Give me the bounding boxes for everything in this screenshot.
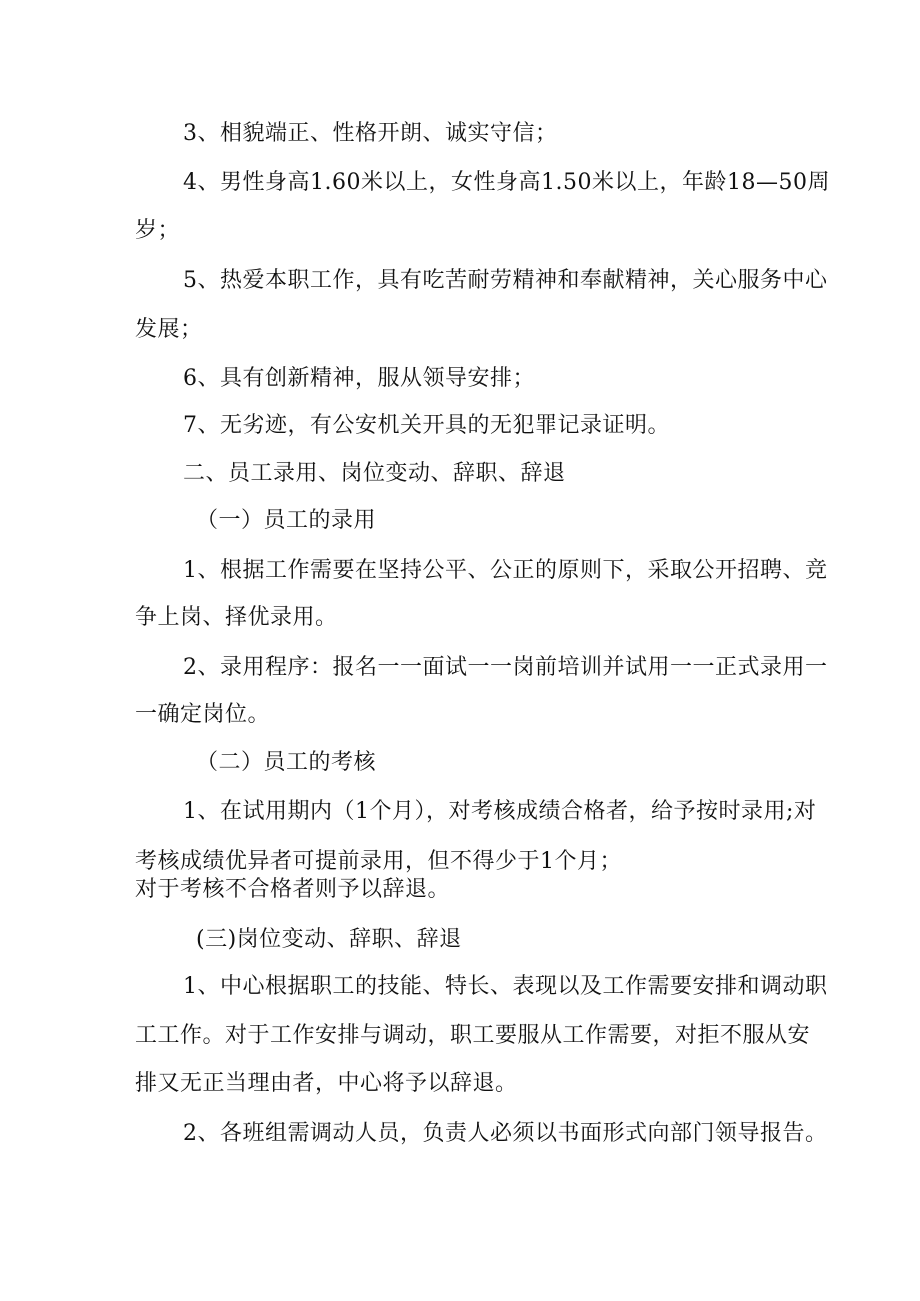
- text-line: 发展；: [135, 317, 203, 342]
- text-line: 1、在试用期内（1个月），对考核成绩合格者，给予按时录用;对: [183, 799, 817, 824]
- text-line: 3、相貌端正、性格开朗、诚实守信；: [183, 121, 558, 146]
- text-line: 1、中心根据职工的技能、特长、表现以及工作需要安排和调动职: [183, 974, 828, 999]
- text-line: 5、热爱本职工作，具有吃苦耐劳精神和奉献精神，关心服务中心: [183, 268, 828, 293]
- text-line: 排又无正当理由者，中心将予以辞退。: [135, 1071, 518, 1096]
- text-line: 4、男性身高1.60米以上，女性身高1.50米以上，年龄18—50周: [183, 170, 830, 195]
- text-line: 7、无劣迹，有公安机关开具的无犯罪记录证明。: [183, 413, 670, 438]
- text-line: 2、录用程序：报名一一面试一一岗前培训并试用一一正式录用一: [183, 655, 828, 680]
- section-heading: 二、员工录用、岗位变动、辞职、辞退: [183, 461, 566, 486]
- text-line: 对于考核不合格者则予以辞退。: [135, 877, 451, 902]
- subsection-heading: （二）员工的考核: [196, 750, 377, 775]
- text-line: 工工作。对于工作安排与调动，职工要服从工作需要，对拒不服从安: [135, 1023, 811, 1048]
- text-line: 考核成绩优异者可提前录用，但不得少于1个月；: [135, 849, 622, 874]
- text-line: 一确定岗位。: [135, 702, 271, 727]
- text-line: 岁；: [135, 218, 181, 243]
- text-line: 争上岗、择优录用。: [135, 605, 338, 630]
- text-line: 1、根据工作需要在坚持公平、公正的原则下，采取公开招聘、竞: [183, 558, 828, 583]
- subsection-heading: （一）员工的录用: [196, 508, 377, 533]
- text-line: 2、各班组需调动人员，负责人必须以书面形式向部门领导报告。: [183, 1121, 828, 1146]
- subsection-heading: (三)岗位变动、辞职、辞退: [196, 927, 462, 952]
- text-line: 6、具有创新精神，服从领导安排；: [183, 366, 535, 391]
